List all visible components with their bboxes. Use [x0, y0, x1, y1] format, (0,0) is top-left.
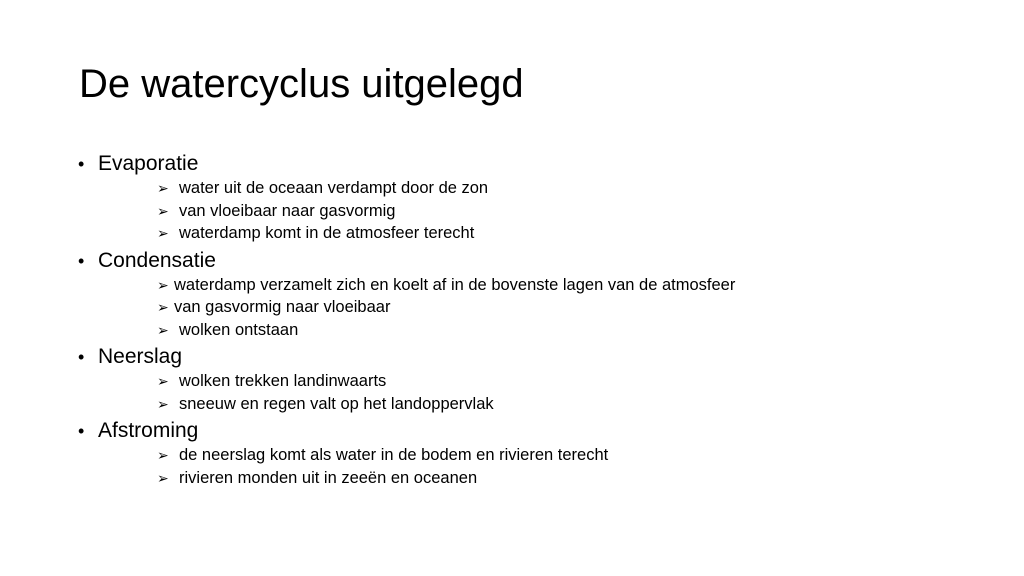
sub-bullet-text: van gasvormig naar vloeibaar [174, 298, 391, 316]
sub-bullet-text: sneeuw en regen valt op het landoppervlak [179, 394, 494, 413]
sub-bullet-item [78, 467, 978, 490]
section-evaporatie [78, 150, 978, 245]
bullet-item [78, 343, 978, 370]
bullet-list [78, 150, 978, 491]
bullet-icon: • [78, 421, 85, 441]
arrow-bullet-icon: ➢ [157, 299, 169, 315]
bullet-icon: • [78, 250, 85, 271]
section-heading: Evaporatie [98, 152, 199, 175]
arrow-bullet-icon: ➢ [157, 395, 169, 412]
sub-bullet-text: wolken ontstaan [179, 320, 299, 339]
sub-bullet-text: rivieren monden uit in zeeën en oceanen [179, 468, 478, 487]
section-heading: Afstroming [98, 419, 199, 442]
bullet-item [78, 417, 978, 444]
arrow-bullet-icon: ➢ [157, 373, 169, 389]
arrow-bullet-icon: ➢ [157, 225, 169, 241]
sub-bullet-text: van vloeibaar naar gasvormig [179, 201, 396, 220]
section-heading: Condensatie [98, 248, 216, 272]
section-condensatie [78, 247, 978, 342]
sub-bullet-item [78, 444, 978, 467]
arrow-bullet-icon: ➢ [157, 447, 169, 463]
sub-bullet-item [78, 274, 978, 297]
section-heading: Neerslag [98, 345, 183, 368]
sub-bullet-text: de neerslag komt als water in de bodem en rivieren terecht [179, 446, 609, 464]
sub-bullet-text: waterdamp verzamelt zich en koelt af in de bovenste lagen van de atmosfeer [174, 275, 736, 294]
bullet-icon: • [78, 347, 85, 367]
sub-bullet-item [78, 370, 978, 393]
sub-bullet-item [78, 296, 978, 319]
bullet-item [78, 247, 978, 274]
sub-bullet-text: water uit de oceaan verdampt door de zon [179, 179, 489, 197]
arrow-bullet-icon: ➢ [157, 202, 169, 219]
sub-bullet-text: wolken trekken landinwaarts [179, 372, 387, 390]
sub-bullet-item [78, 319, 978, 342]
arrow-bullet-icon: ➢ [157, 180, 169, 196]
section-afstroming [78, 417, 978, 489]
sub-bullet-item [78, 177, 978, 200]
sub-bullet-item [78, 200, 978, 223]
arrow-bullet-icon: ➢ [157, 276, 169, 293]
slide-title: De watercyclus uitgelegd [79, 62, 524, 106]
bullet-icon: • [78, 154, 85, 174]
sub-bullet-item [78, 393, 978, 416]
arrow-bullet-icon: ➢ [157, 321, 169, 338]
arrow-bullet-icon: ➢ [157, 469, 169, 486]
section-neerslag [78, 343, 978, 415]
bullet-item [78, 150, 978, 177]
sub-bullet-item [78, 222, 978, 245]
sub-bullet-text: waterdamp komt in de atmosfeer terecht [179, 224, 475, 242]
